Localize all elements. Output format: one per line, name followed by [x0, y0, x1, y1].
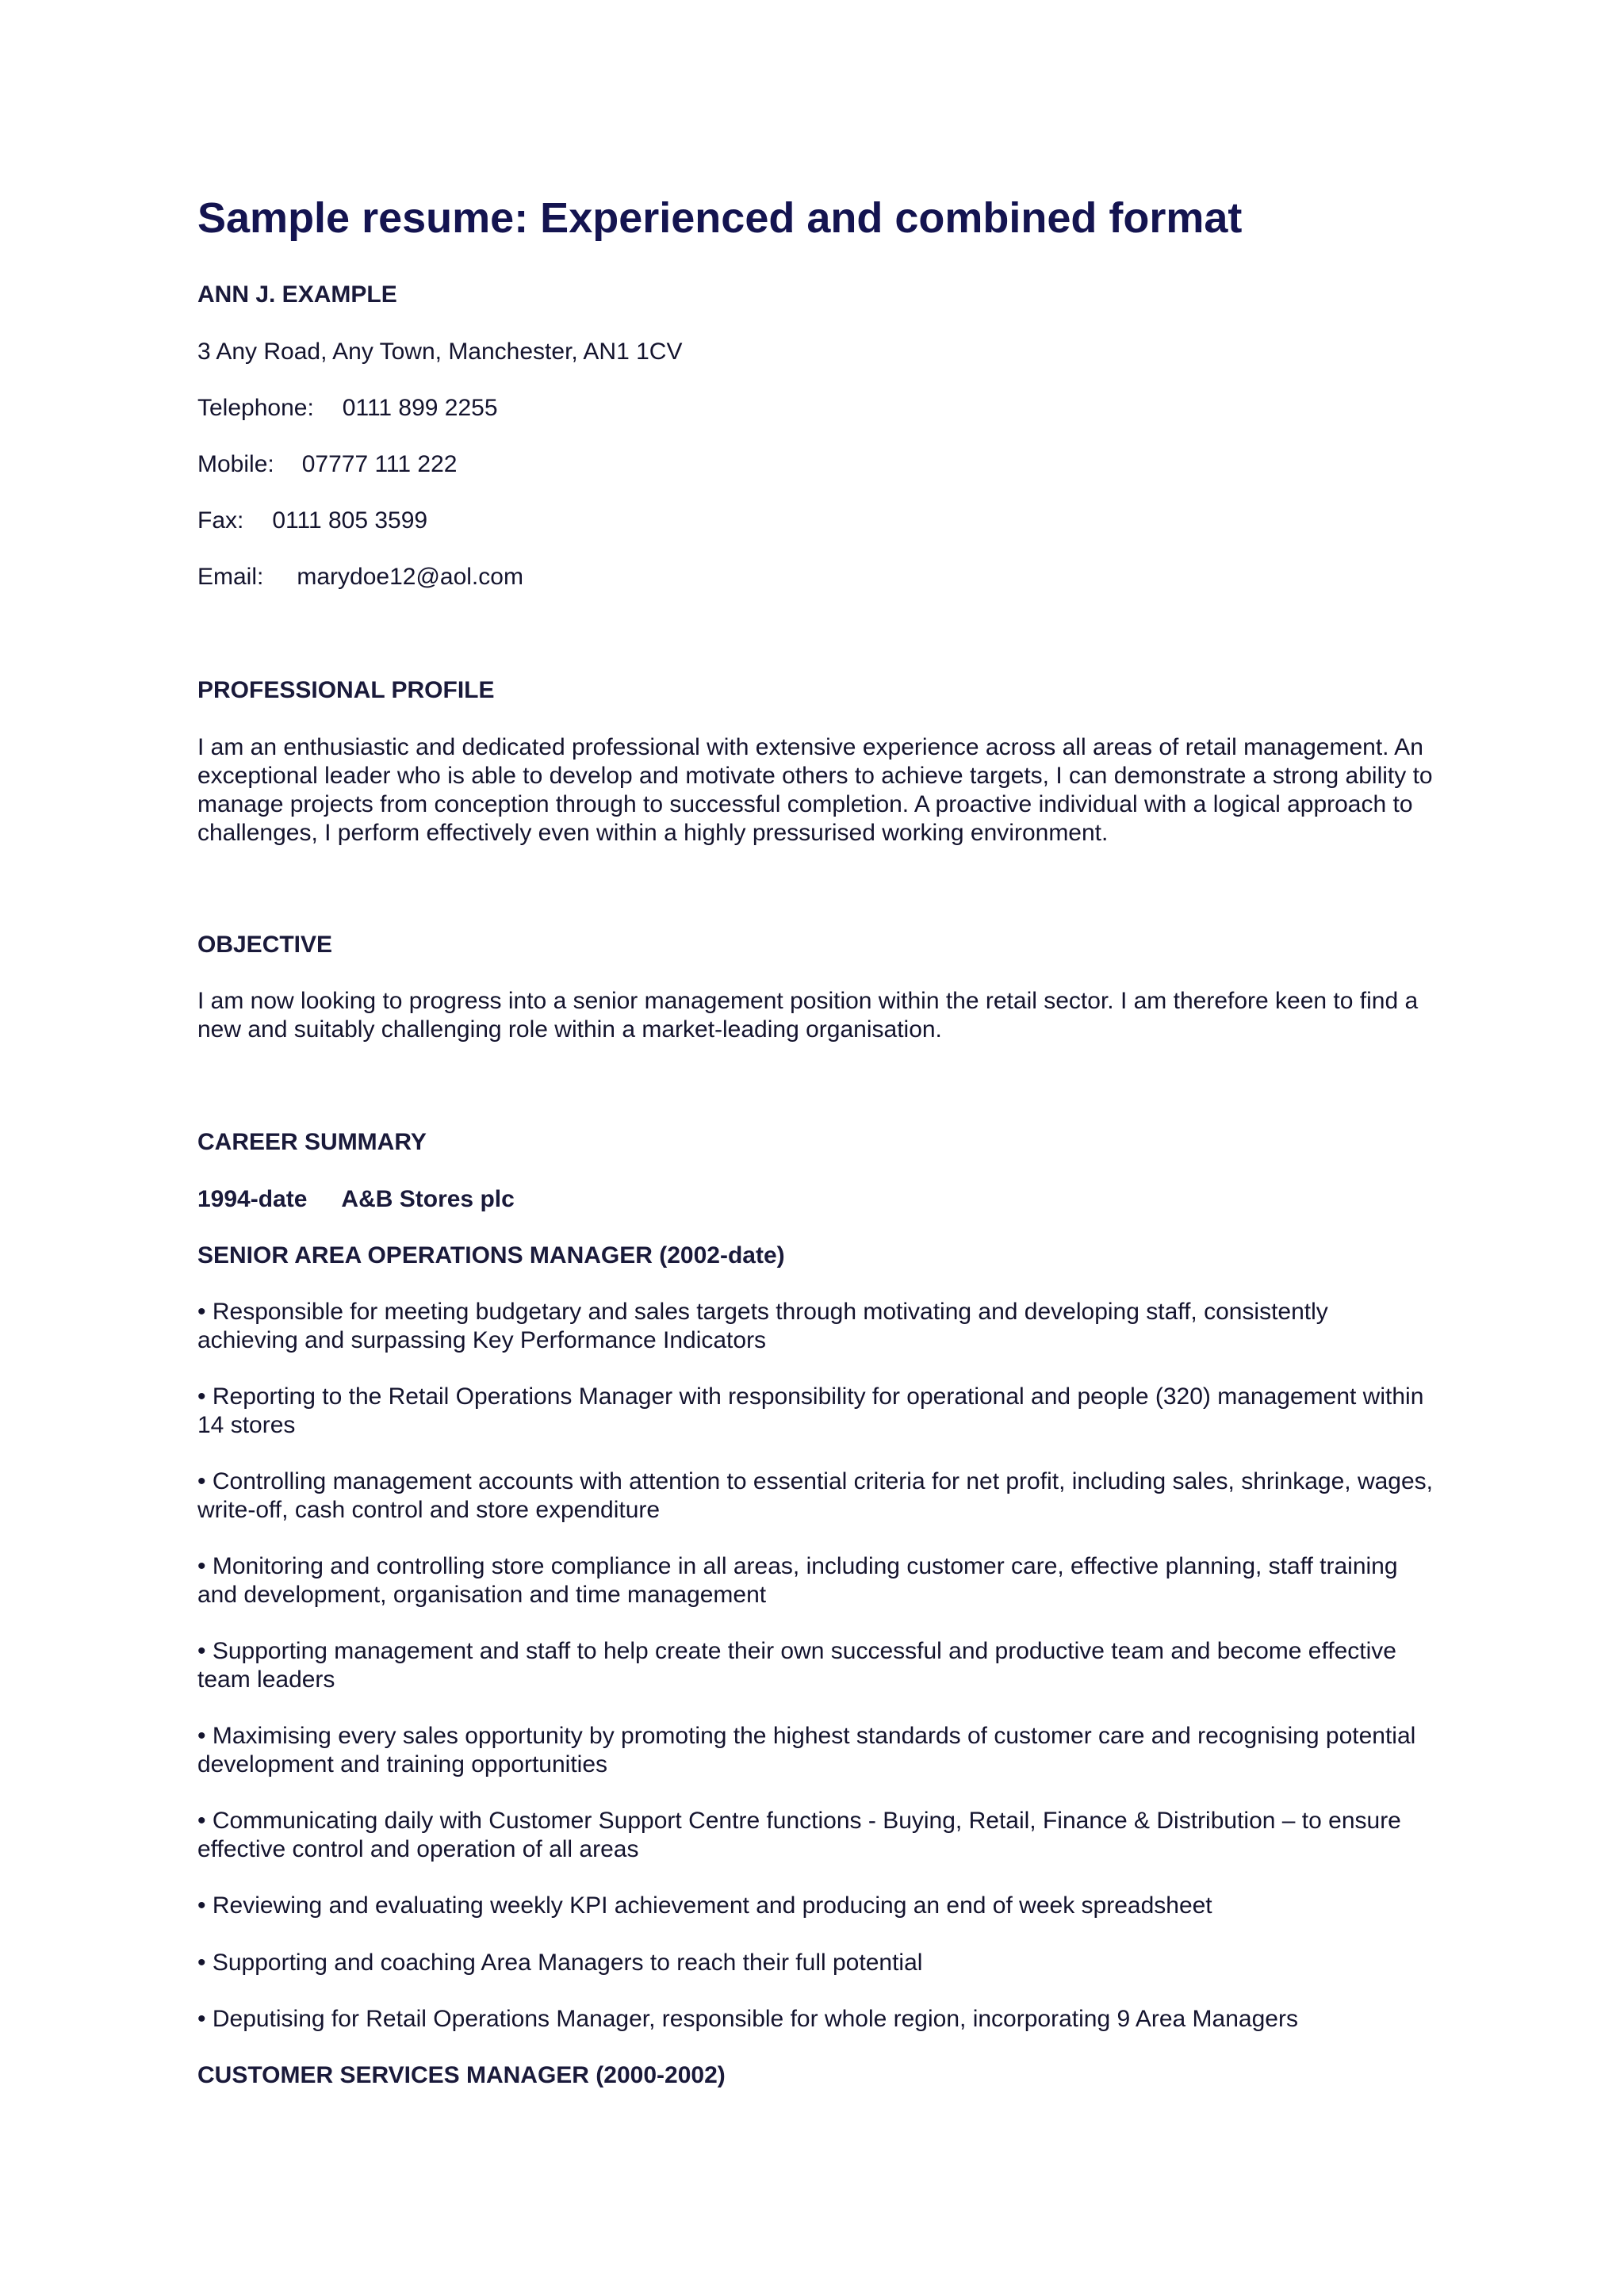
duty-bullet: • Communicating daily with Customer Support Centre functions - Buying, Retail, Finance & Distribution – to ensure effective control and operation of all areas [197, 1808, 1401, 1862]
candidate-name: ANN J. EXAMPLE [197, 281, 397, 308]
employment-period: 1994-date [197, 1186, 308, 1212]
document-title: Sample resume: Experienced and combined format [197, 194, 1243, 242]
address: 3 Any Road, Any Town, Manchester, AN1 1CV [197, 339, 683, 365]
duty-bullet: • Reporting to the Retail Operations Manager with responsibility for operational and people (320) management within 14 stores [197, 1383, 1424, 1438]
profile-text: I am an enthusiastic and dedicated professional with extensive experience across all areas of retail management. An exceptional leader who is able to develop and motivate others to achieve targets, I can demonstrate a strong ability to manage projects from conception through to successful completion. A proactive individual with a logical approach to challenges, I perform effectively even within a highly pressurised working environment. [197, 734, 1433, 846]
mobile-label: Mobile: [197, 451, 274, 477]
role-title-senior-area-ops: SENIOR AREA OPERATIONS MANAGER (2002-date) [197, 1242, 785, 1269]
duty-bullet: • Maximising every sales opportunity by promoting the highest standards of customer care and recognising potential development and training opportunities [197, 1723, 1416, 1777]
email-row [197, 563, 523, 591]
duty-bullet: • Supporting management and staff to help create their own successful and productive team and become effective team leaders [197, 1638, 1396, 1693]
duty-bullet: • Controlling management accounts with attention to essential criteria for net profit, including sales, shrinkage, wages, write-off, cash control and store expenditure [197, 1468, 1433, 1523]
email-label: Email: [197, 564, 264, 590]
telephone-value: 0111 899 2255 [342, 395, 498, 421]
employer-row [197, 1185, 515, 1214]
duty-bullet: • Supporting and coaching Area Managers to reach their full potential [197, 1950, 923, 1976]
duty-bullet: • Deputising for Retail Operations Manager, responsible for whole region, incorporating 9 Area Managers [197, 2006, 1298, 2032]
telephone-label: Telephone: [197, 395, 314, 421]
career-heading: CAREER SUMMARY [197, 1129, 427, 1155]
fax-label: Fax: [197, 507, 244, 534]
objective-heading: OBJECTIVE [197, 932, 333, 958]
telephone-row [197, 394, 498, 423]
duty-bullet: • Monitoring and controlling store compliance in all areas, including customer care, effective planning, staff training and development, organisation and time management [197, 1553, 1398, 1608]
fax-value: 0111 805 3599 [272, 507, 428, 534]
duty-bullet: • Responsible for meeting budgetary and sales targets through motivating and developing staff, consistently achieving and surpassing Key Performance Indicators [197, 1299, 1328, 1353]
email-value: marydoe12@aol.com [297, 564, 523, 590]
role-title-customer-services: CUSTOMER SERVICES MANAGER (2000-2002) [197, 2062, 726, 2088]
duty-bullet: • Reviewing and evaluating weekly KPI achievement and producing an end of week spreadsheet [197, 1892, 1212, 1919]
mobile-value: 07777 111 222 [301, 451, 458, 477]
employer-name: A&B Stores plc [341, 1186, 515, 1212]
profile-heading: PROFESSIONAL PROFILE [197, 677, 495, 703]
objective-text: I am now looking to progress into a senior management position within the retail sector. I am therefore keen to find a new and suitably challenging role within a market-leading organisation. [197, 988, 1419, 1043]
mobile-row [197, 450, 457, 479]
fax-row [197, 507, 427, 535]
